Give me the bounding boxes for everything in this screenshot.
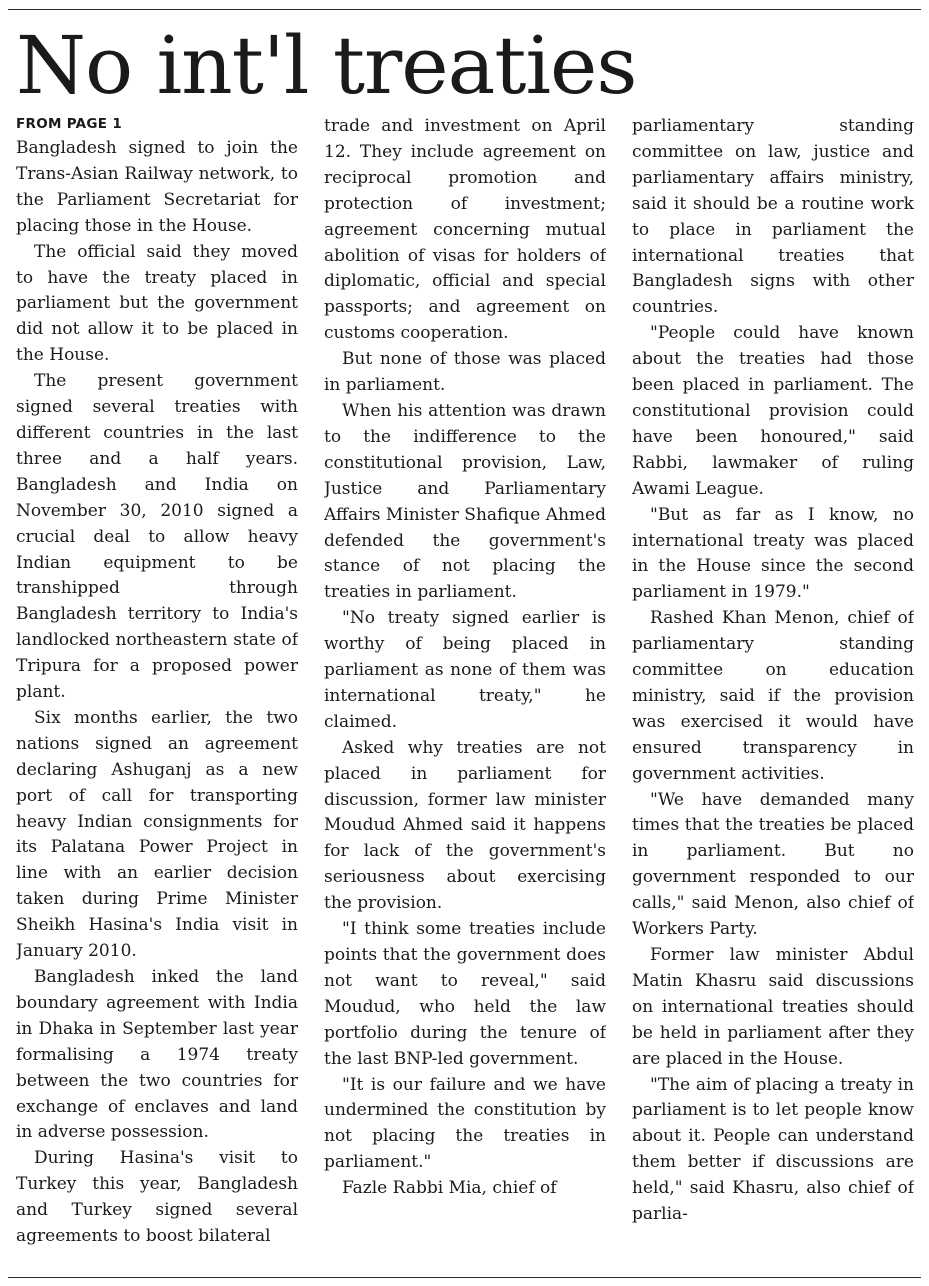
- paragraph: The present government signed several treaties with different countries in the last three and a half years. Bangladesh and India on November 30, 2010 signed a crucial deal to allow heavy Indian equipment to be transhipped through Bangladesh territory to India's landlocked northeastern state of Tripura for a proposed power plant.: [16, 371, 298, 703]
- paragraph: "It is our failure and we have undermined the constitution by not placing the treaties in parliament.": [324, 1074, 606, 1173]
- article-column-1: [16, 114, 298, 1274]
- paragraph: Bangladesh signed to join the Trans-Asian Railway network, to the Parliament Secretariat for placing those in the House.: [16, 138, 298, 236]
- article-column-2: [324, 114, 606, 1274]
- article-column-3: [632, 114, 914, 1274]
- paragraph: Asked why treaties are not placed in parliament for discussion, former law minister Moudud Ahmed said it happens for lack of the government's seriousness about exercising the provision.: [324, 737, 606, 914]
- paragraph: Bangladesh inked the land boundary agreement with India in Dhaka in September last year formalising a 1974 treaty between the two countries for exchange of enclaves and land in adverse possession.: [16, 967, 298, 1143]
- paragraph: But none of those was placed in parliament.: [324, 349, 606, 396]
- paragraph: The official said they moved to have the treaty placed in parliament but the government did not allow it to be placed in the House.: [16, 241, 298, 366]
- paragraph: "People could have known about the treaties had those been placed in parliament. The constitutional provision could have been honoured," said Rabbi, lawmaker of ruling Awami League.: [632, 323, 914, 499]
- paragraph: parliamentary standing committee on law, justice and parliamentary affairs ministry, said it should be a routine work to place in parliament the international treaties that Bangladesh signs with other countries.: [632, 116, 914, 318]
- paragraph: "We have demanded many times that the treaties be placed in parliament. But no government responded to our calls," said Menon, also chief of Workers Party.: [632, 789, 914, 940]
- paragraph: Fazle Rabbi Mia, chief of: [342, 1178, 557, 1199]
- paragraph: trade and investment on April 12. They include agreement on reciprocal promotion and protection of investment; agreement concerning mutual abolition of visas for holders of diplomatic, official and special passports; and agreement on customs cooperation.: [324, 116, 606, 344]
- paragraph: Six months earlier, the two nations signed an agreement declaring Ashuganj as a new port of call for transporting heavy Indian consignments for its Palatana Power Project in line with an earlier decision taken during Prime Minister Sheikh Hasina's India visit in January 2010.: [16, 707, 298, 962]
- paragraph: "The aim of placing a treaty in parliament is to let people know about it. People can understand them better if discussions are held," said Khasru, also chief of parlia-: [632, 1074, 914, 1225]
- headline: No int'l treaties: [16, 19, 637, 112]
- paragraph: Former law minister Abdul Matin Khasru said discussions on international treaties should be held in parliament after they are placed in the House.: [632, 945, 914, 1069]
- paragraph: Rashed Khan Menon, chief of parliamentary standing committee on education ministry, said if the provision was exercised it would have ensured transparency in government activities.: [632, 608, 914, 784]
- paragraph: "I think some treaties include points that the government does not want to reveal," said Moudud, who held the law portfolio during the tenure of the last BNP-led government.: [324, 919, 606, 1069]
- top-rule: [8, 9, 921, 10]
- paragraph: When his attention was drawn to the indifference to the constitutional provision, Law, Justice and Parliamentary Affairs Minister Shafique Ahmed defended the government's stance of not placing the treaties in parliament.: [324, 400, 606, 603]
- bottom-rule: [8, 1277, 921, 1278]
- kicker-from-page-1: FROM PAGE 1: [16, 116, 123, 132]
- paragraph: "But as far as I know, no international treaty was placed in the House since the second parliament in 1979.": [632, 504, 914, 603]
- paragraph: During Hasina's visit to Turkey this year, Bangladesh and Turkey signed several agreements to boost bilateral: [16, 1148, 298, 1247]
- paragraph: "No treaty signed earlier is worthy of being placed in parliament as none of them was international treaty," he claimed.: [324, 608, 606, 732]
